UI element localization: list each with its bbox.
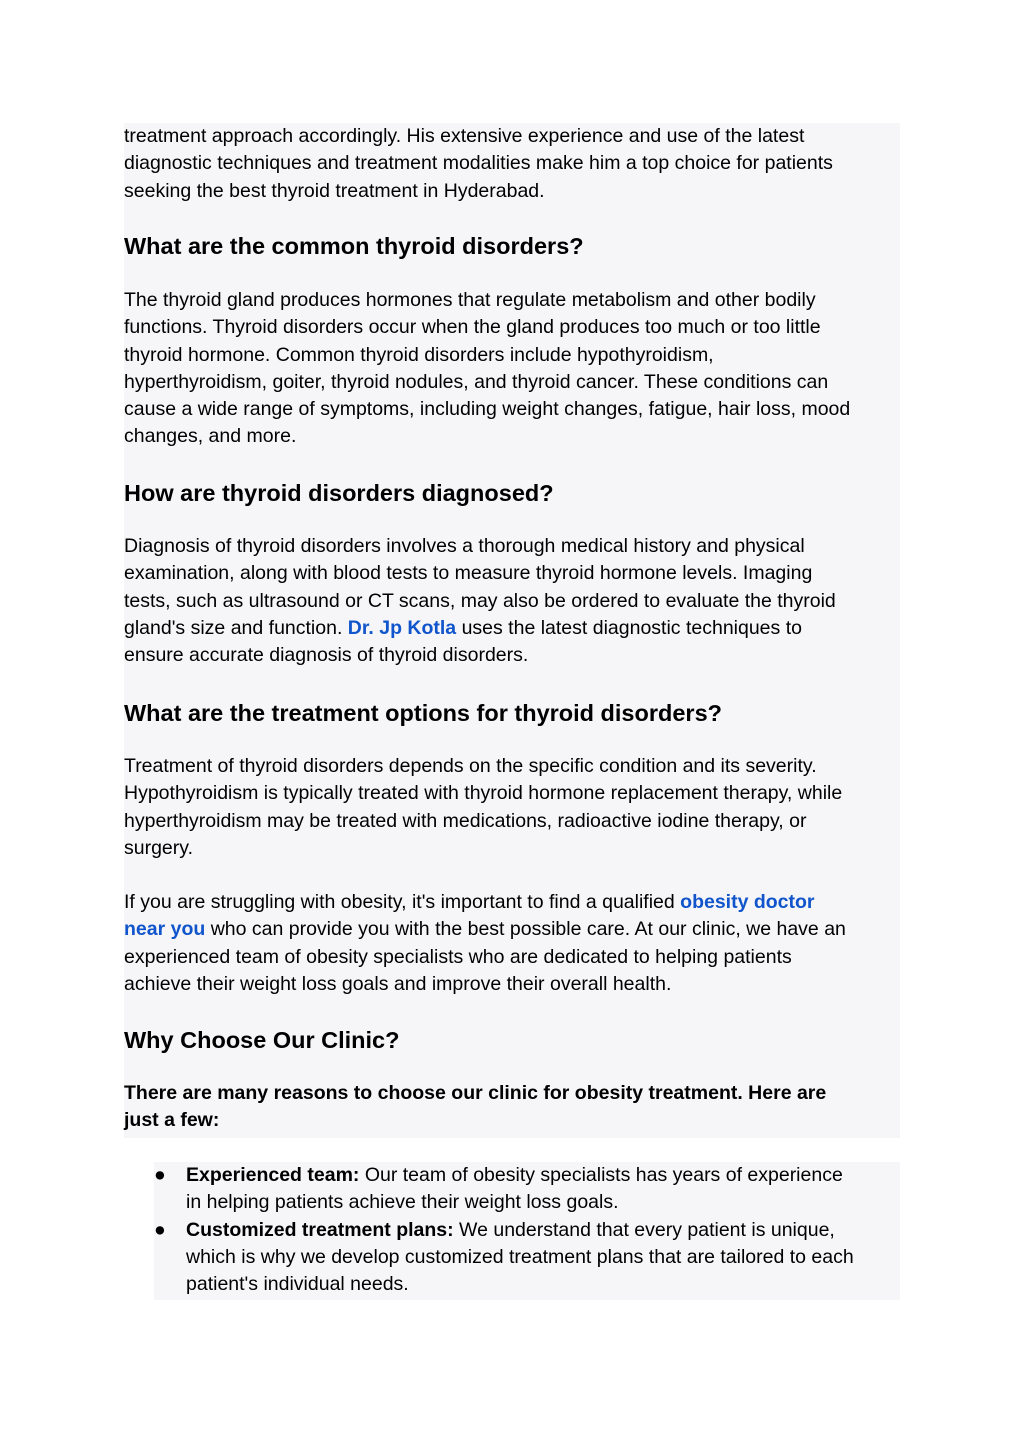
intro-line-2: diagnostic techniques and treatment modalities make him a top choice for patients [124, 152, 833, 175]
section3-heading-block [124, 670, 900, 753]
list-item-term: Experienced team: [186, 1164, 360, 1186]
intro-line-3: seeking the best thyroid treatment in Hyderabad. [124, 179, 545, 202]
list-item [154, 1217, 900, 1299]
section4-intro [124, 1080, 900, 1138]
dr-jp-kotla-link[interactable]: Dr. Jp Kotla [347, 616, 457, 639]
section2-line-4-post: uses the latest diagnostic techniques to [456, 616, 802, 639]
intro-paragraph [124, 123, 900, 205]
obesity-line-1-pre: If you are struggling with obesity, it's important to find a qualified [124, 891, 681, 913]
section1-line-2: functions. Thyroid disorders occur when the gland produces too much or too little [124, 316, 821, 339]
section1-line-6: changes, and more. [124, 425, 297, 448]
intro-line-1: treatment approach accordingly. His extensive experience and use of the latest [124, 125, 805, 147]
list-item-line-2: which is why we develop customized treatment plans that are tailored to each [186, 1245, 854, 1268]
section2-paragraph [124, 533, 900, 670]
section2-line-5: ensure accurate diagnosis of thyroid disorders. [124, 644, 529, 667]
bullet-icon: ● [154, 1164, 166, 1186]
section3-line-2: Hypothyroidism is typically treated with thyroid hormone replacement therapy, while [124, 782, 843, 805]
list-item-line-1 [186, 1162, 900, 1189]
section3-heading: What are the treatment options for thyroid disorders? [124, 700, 722, 726]
section2-line-4-pre: gland's size and function. [124, 616, 348, 639]
section2-line-2: examination, along with blood tests to measure thyroid hormone levels. Imaging [124, 562, 813, 585]
section1-heading-block [124, 205, 900, 287]
section4-intro-line-1: There are many reasons to choose our clinic for obesity treatment. Here are [124, 1082, 827, 1104]
obesity-line-4: achieve their weight loss goals and improve their overall health. [124, 972, 672, 995]
section1-line-1: The thyroid gland produces hormones that regulate metabolism and other bodily [124, 289, 816, 311]
obesity-line-1 [124, 889, 900, 916]
section3-line-3: hyperthyroidism may be treated with medications, radioactive iodine therapy, or [124, 809, 807, 832]
list-item [154, 1162, 900, 1217]
list-item-text: Our team of obesity specialists has years of experience [359, 1164, 843, 1186]
section4-heading-block [124, 998, 900, 1080]
section1-line-3: thyroid hormone. Common thyroid disorders include hypothyroidism, [124, 343, 714, 366]
section3-line-1: Treatment of thyroid disorders depends on the specific condition and its severity. [124, 755, 817, 777]
section2-line-1: Diagnosis of thyroid disorders involves a thorough medical history and physical [124, 535, 805, 557]
list-item-text: We understand that every patient is unique, [453, 1218, 835, 1241]
section2-line-4 [124, 615, 900, 642]
section4-heading: Why Choose Our Clinic? [124, 1027, 400, 1053]
near-you-link[interactable]: near you [124, 918, 206, 941]
section1-line-5: cause a wide range of symptoms, including weight changes, fatigue, hair loss, mood [124, 398, 851, 421]
section1-heading: What are the common thyroid disorders? [124, 233, 584, 259]
list-item-line-1 [186, 1217, 900, 1244]
obesity-line-2 [124, 916, 900, 943]
section3-line-4: surgery. [124, 836, 193, 859]
list-item-line-3: patient's individual needs. [186, 1273, 409, 1296]
section4-intro-line-2: just a few: [124, 1109, 220, 1132]
obesity-doctor-link[interactable]: obesity doctor [680, 891, 815, 913]
section2-heading: How are thyroid disorders diagnosed? [124, 480, 554, 506]
reasons-list [154, 1162, 900, 1300]
section3-paragraph [124, 753, 900, 863]
obesity-line-2-post: who can provide you with the best possible care. At our clinic, we have an [205, 918, 846, 941]
section1-paragraph [124, 287, 900, 451]
bullet-icon: ● [154, 1218, 166, 1241]
section2-heading-block [124, 451, 900, 533]
obesity-paragraph [124, 863, 900, 998]
list-item-line-2: in helping patients achieve their weight loss goals. [186, 1191, 619, 1214]
obesity-line-3: experienced team of obesity specialists who are dedicated to helping patients [124, 945, 792, 968]
section2-line-3: tests, such as ultrasound or CT scans, may also be ordered to evaluate the thyroid [124, 589, 836, 612]
section1-line-4: hyperthyroidism, goiter, thyroid nodules, and thyroid cancer. These conditions can [124, 370, 829, 393]
list-item-term: Customized treatment plans: [186, 1218, 454, 1241]
